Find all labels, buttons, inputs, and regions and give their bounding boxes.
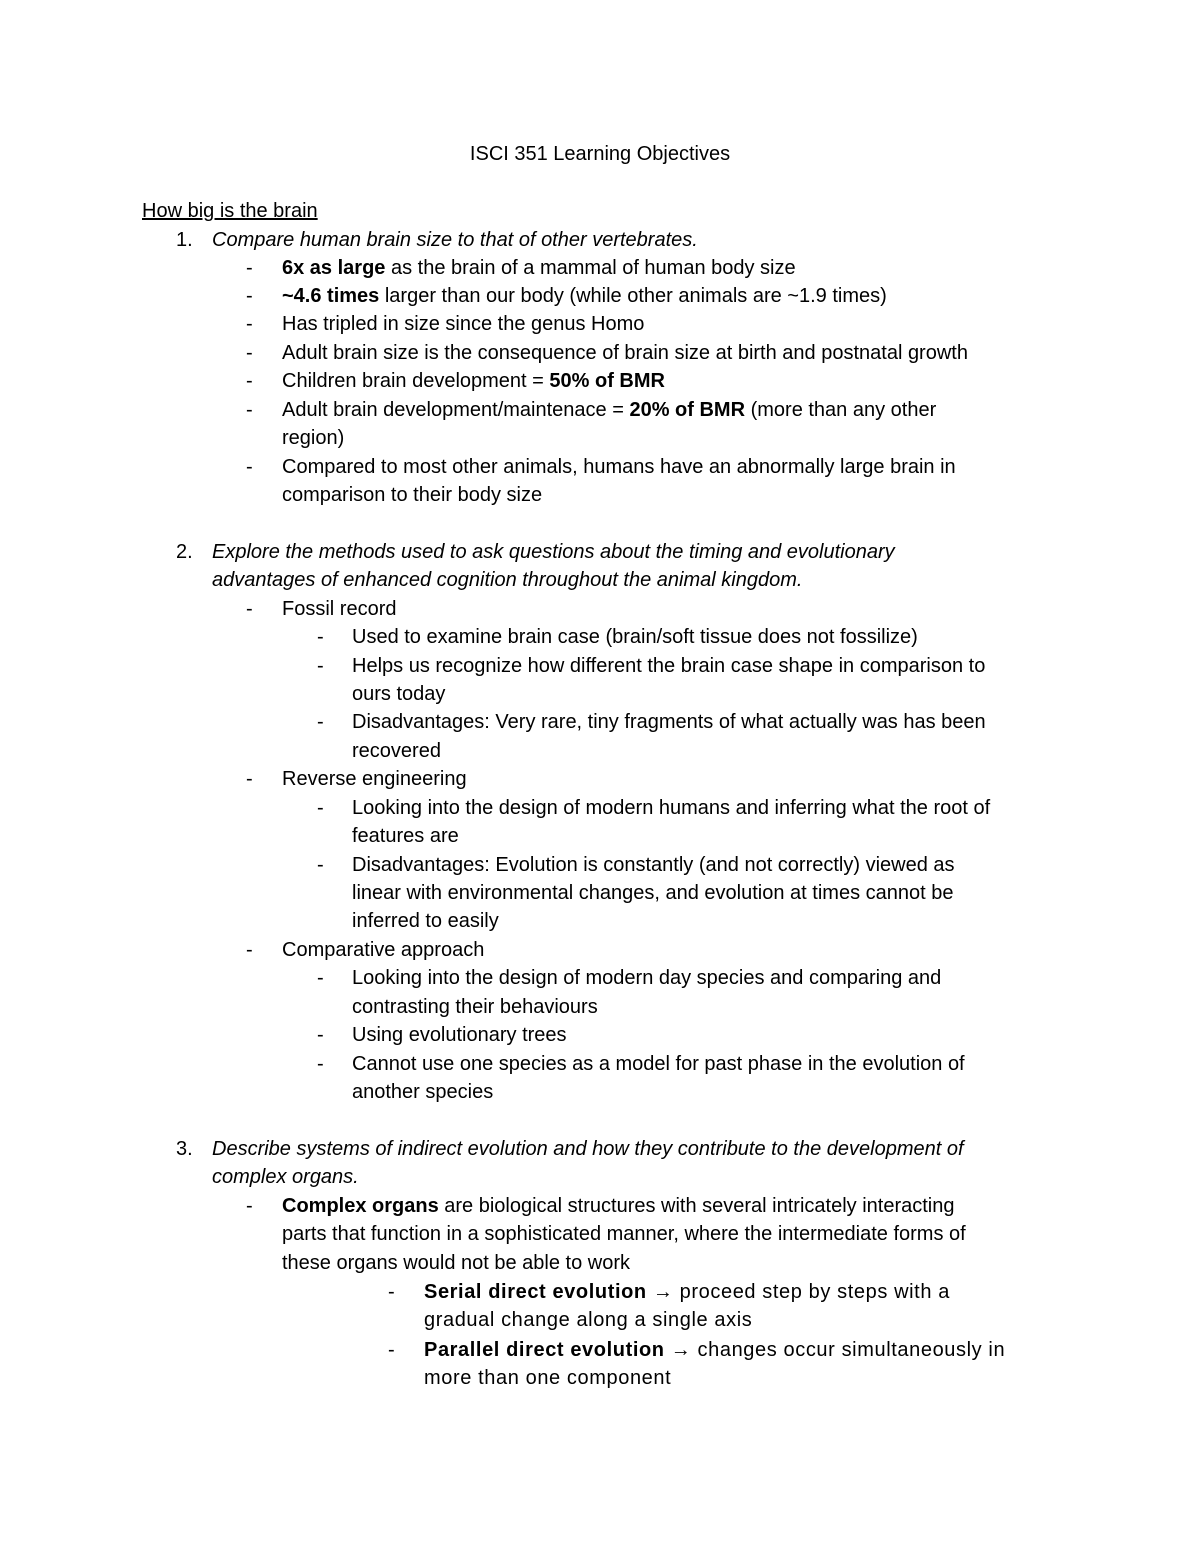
document-title: ISCI 351 Learning Objectives	[469, 143, 731, 165]
bullet-dash: -	[317, 1024, 324, 1046]
sub-list-item-continuation: linear with environmental changes, and evolution at times cannot be	[352, 882, 954, 904]
list-item: Children brain development = 50% of BMR	[282, 370, 665, 392]
objective-text: complex organs.	[212, 1166, 359, 1188]
bullet-dash: -	[246, 370, 253, 392]
list-item: Adult brain size is the consequence of brain size at birth and postnatal growth	[282, 342, 968, 364]
bullet-dash: -	[317, 626, 324, 648]
list-item: Fossil record	[282, 598, 397, 620]
objective-text: Compare human brain size to that of other vertebrates.	[212, 229, 698, 251]
list-item: ~4.6 times larger than our body (while other animals are ~1.9 times)	[282, 285, 887, 307]
list-item: Compared to most other animals, humans have an abnormally large brain in	[282, 456, 956, 478]
bullet-dash: -	[246, 939, 253, 961]
bold-text: 50% of BMR	[549, 370, 665, 392]
bullet-dash: -	[388, 1339, 395, 1361]
section-heading: How big is the brain	[142, 200, 318, 222]
bold-text: 6x as large	[282, 257, 386, 279]
objective-number: 1.	[176, 229, 193, 251]
bold-text: 20% of BMR	[629, 399, 746, 421]
sub-list-item: Disadvantages: Evolution is constantly (and not correctly) viewed as	[352, 854, 955, 876]
sub-list-item-continuation: recovered	[352, 740, 441, 762]
bold-text: Parallel direct evolution	[424, 1339, 665, 1361]
bullet-dash: -	[317, 967, 324, 989]
bold-text: Complex organs	[282, 1195, 439, 1217]
sub-list-item: Serial direct evolution → proceed step by steps with a	[424, 1281, 950, 1303]
sub-list-item-continuation: another species	[352, 1081, 494, 1103]
bullet-dash: -	[388, 1281, 395, 1303]
bullet-dash: -	[246, 1195, 253, 1217]
sub-list-item: Helps us recognize how different the brain case shape in comparison to	[352, 655, 986, 677]
bullet-dash: -	[317, 854, 324, 876]
bullet-dash: -	[246, 285, 253, 307]
sub-list-item: Parallel direct evolution → changes occur simultaneously in	[424, 1339, 1006, 1361]
objective-text: Explore the methods used to ask questions about the timing and evolutionary	[212, 541, 895, 563]
bullet-dash: -	[246, 456, 253, 478]
bullet-dash: -	[246, 342, 253, 364]
sub-list-item: Used to examine brain case (brain/soft tissue does not fossilize)	[352, 626, 918, 648]
bullet-dash: -	[317, 797, 324, 819]
bullet-dash: -	[317, 1053, 324, 1075]
list-item-continuation: these organs would not be able to work	[282, 1252, 630, 1274]
list-item-continuation: comparison to their body size	[282, 484, 543, 506]
list-item: Reverse engineering	[282, 768, 467, 790]
bullet-dash: -	[246, 768, 253, 790]
sub-list-item-continuation: features are	[352, 825, 459, 847]
bullet-dash: -	[246, 313, 253, 335]
sub-list-item: Disadvantages: Very rare, tiny fragments of what actually was has been	[352, 711, 986, 733]
sub-list-item: Looking into the design of modern day species and comparing and	[352, 967, 942, 989]
list-item: Adult brain development/maintenace = 20% of BMR (more than any other	[282, 399, 937, 421]
sub-list-item-continuation: ours today	[352, 683, 446, 705]
sub-list-item-continuation: contrasting their behaviours	[352, 996, 598, 1018]
objective-text: advantages of enhanced cognition throughout the animal kingdom.	[212, 569, 803, 591]
list-item-continuation: region)	[282, 427, 345, 449]
sub-list-item-continuation: gradual change along a single axis	[424, 1309, 753, 1331]
list-item: 6x as large as the brain of a mammal of human body size	[282, 257, 796, 279]
objective-number: 3.	[176, 1138, 193, 1160]
bullet-dash: -	[246, 598, 253, 620]
bullet-dash: -	[317, 711, 324, 733]
sub-list-item-continuation: inferred to easily	[352, 910, 499, 932]
sub-list-item: Using evolutionary trees	[352, 1024, 567, 1046]
bold-text: Serial direct evolution	[424, 1281, 647, 1303]
objective-text: Describe systems of indirect evolution and how they contribute to the development of	[212, 1138, 964, 1160]
objective-number: 2.	[176, 541, 193, 563]
bullet-dash: -	[246, 257, 253, 279]
list-item: Complex organs are biological structures with several intricately interacting	[282, 1195, 955, 1217]
bullet-dash: -	[317, 655, 324, 677]
sub-list-item-continuation: more than one component	[424, 1367, 672, 1389]
bold-text: ~4.6 times	[282, 285, 380, 307]
list-item: Has tripled in size since the genus Homo	[282, 313, 645, 335]
sub-list-item: Looking into the design of modern humans and inferring what the root of	[352, 797, 991, 819]
bullet-dash: -	[246, 399, 253, 421]
list-item: Comparative approach	[282, 939, 485, 961]
sub-list-item: Cannot use one species as a model for past phase in the evolution of	[352, 1053, 965, 1075]
list-item-continuation: parts that function in a sophisticated manner, where the intermediate forms of	[282, 1223, 966, 1245]
